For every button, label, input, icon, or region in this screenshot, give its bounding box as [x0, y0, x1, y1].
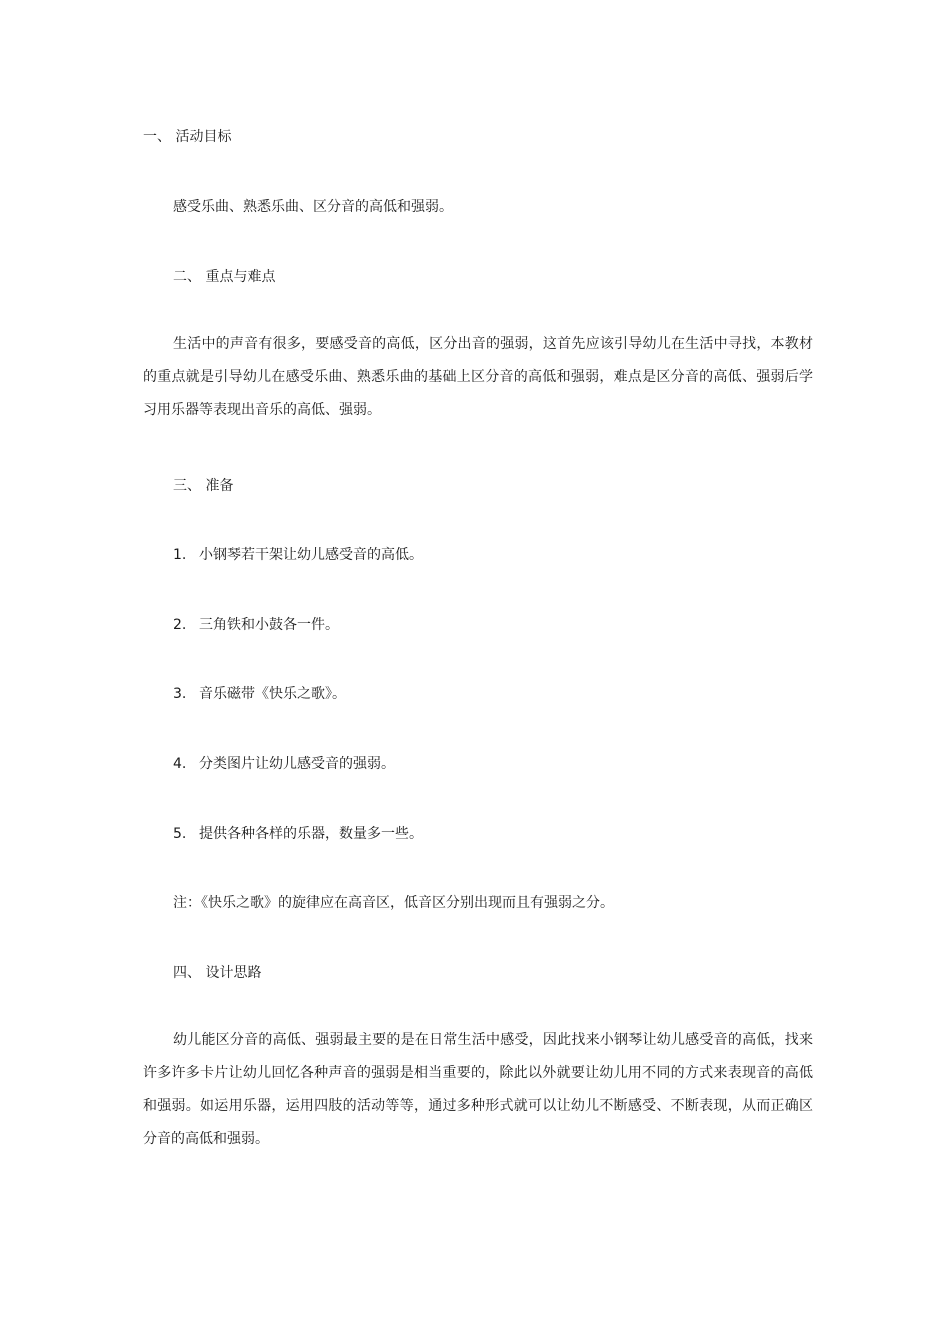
list-item-number: 2. — [173, 617, 187, 633]
list-item-number: 5. — [173, 826, 187, 842]
section-3-note: 注：《快乐之歌》的旋律应在高音区，低音区分别出现而且有强弱之分。 — [173, 895, 614, 911]
list-item — [173, 615, 339, 635]
list-item-text: 小钢琴若干架让幼儿感受音的高低。 — [199, 547, 423, 563]
list-item-text: 三角铁和小鼓各一件。 — [199, 617, 339, 633]
list-item-number: 4. — [173, 756, 187, 772]
section-3-heading: 三、 准备 — [173, 478, 234, 494]
list-item-text: 分类图片让幼儿感受音的强弱。 — [199, 756, 395, 772]
list-item-number: 3. — [173, 686, 187, 702]
list-item — [173, 545, 423, 565]
list-item — [173, 824, 423, 844]
section-1-text: 感受乐曲、熟悉乐曲、区分音的高低和强弱。 — [173, 199, 453, 215]
list-item — [173, 684, 346, 704]
section-4-heading: 四、 设计思路 — [173, 965, 262, 981]
section-1-heading: 一、 活动目标 — [143, 129, 232, 145]
section-2-heading: 二、 重点与难点 — [173, 269, 276, 285]
list-item — [173, 754, 395, 774]
section-2-paragraph: 生活中的声音有很多，要感受音的高低，区分出音的强弱，这首先应该引导幼儿在生活中寻找，本教材的重点就是引导幼儿在感受乐曲、熟悉乐曲的基础上区分音的高低和强弱，难点是区分音的高低、强弱后学习用乐器等表现出音乐的高低、强弱。 — [143, 336, 813, 418]
list-item-text: 音乐磁带《快乐之歌》。 — [199, 686, 346, 702]
list-item-number: 1. — [173, 547, 187, 563]
list-item-text: 提供各种各样的乐器，数量多一些。 — [199, 826, 423, 842]
section-4-paragraph: 幼儿能区分音的高低、强弱最主要的是在日常生活中感受，因此找来小钢琴让幼儿感受音的高低，找来许多许多卡片让幼儿回忆各种声音的强弱是相当重要的，除此以外就要让幼儿用不同的方式来表现音的高低和强弱。如运用乐器，运用四肢的活动等等，通过多种形式就可以让幼儿不断感受、不断表现，从而正确区分音的高低和强弱。 — [143, 1032, 813, 1147]
